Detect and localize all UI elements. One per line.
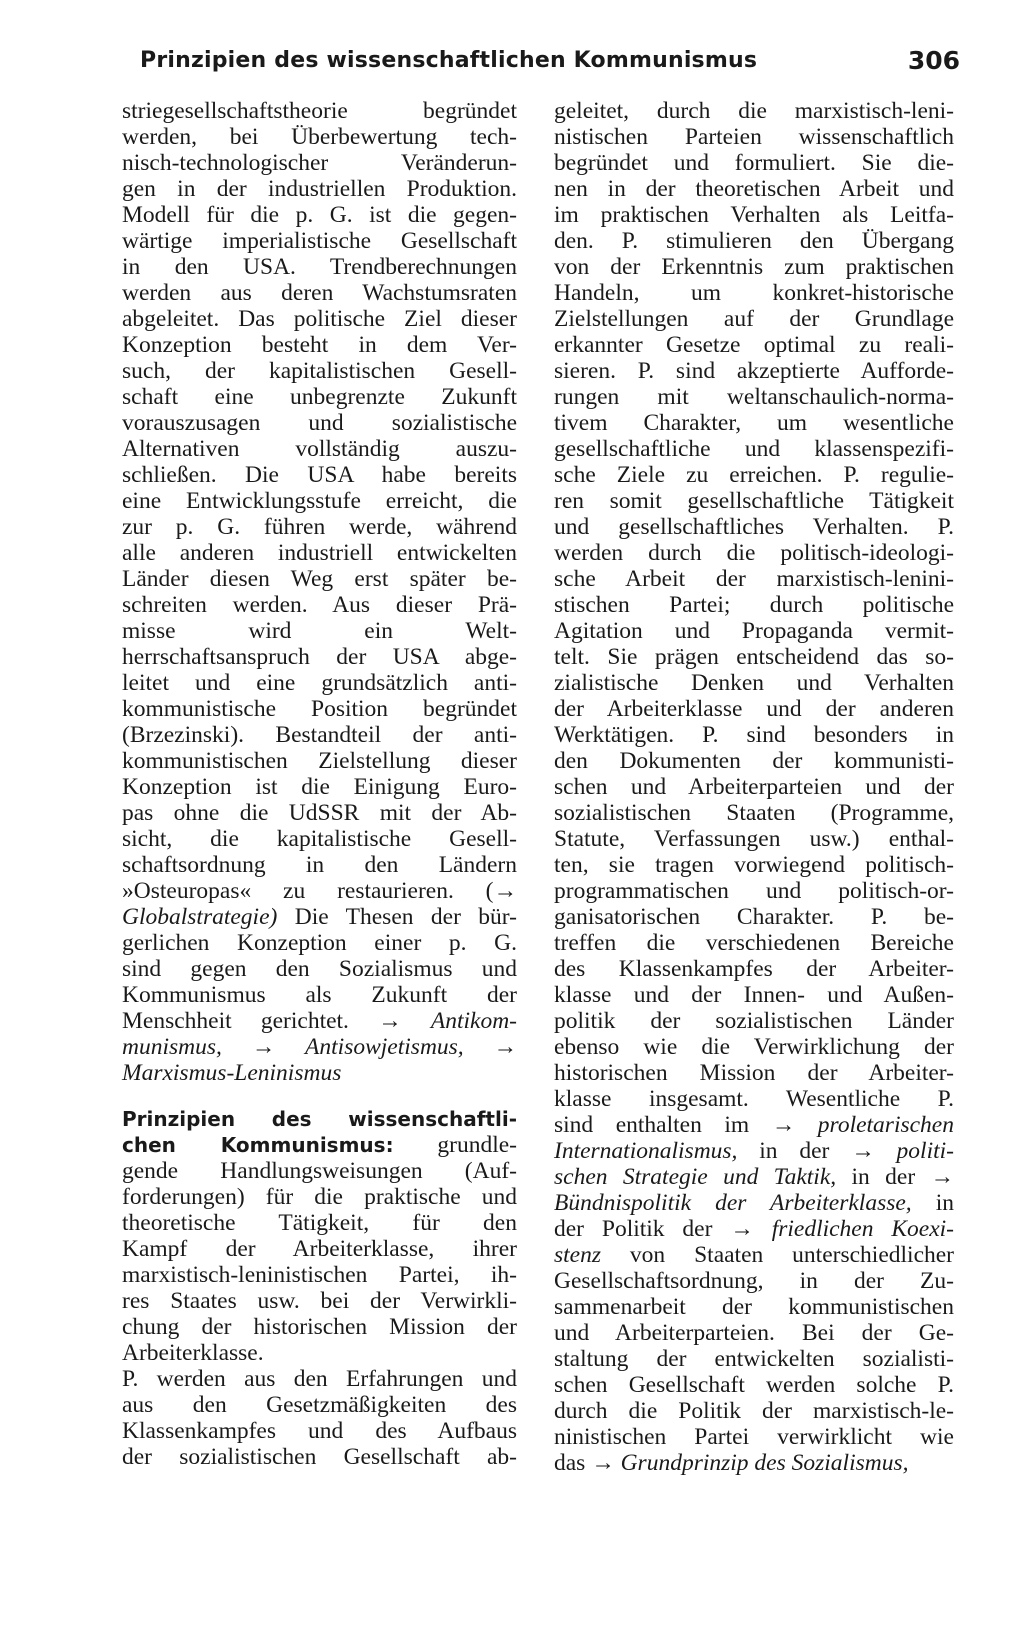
right-column [554,98,954,1476]
text-line: res Staates usw. bei der Verwirkli- [122,1288,517,1314]
text-line: wärtige imperialistische Gesellschaft [122,228,517,254]
text-line: Konzeption besteht in dem Ver- [122,332,517,358]
text-line: marxistisch-leninistischen Partei, ih- [122,1262,517,1288]
text-fragment: → [463,1034,518,1060]
cross-reference: proletarischen [817,1112,954,1138]
headword-line [122,1106,517,1132]
text-fragment: sind enthalten im → [554,1112,818,1138]
text-line: telt. Sie prägen entscheidend das so- [554,644,954,670]
text-line: gen in der industriellen Produktion. [122,176,517,202]
headword-line [122,1132,517,1158]
text-line: programmatischen und politisch-or- [554,878,954,904]
text-line: Klassenkampfes und des Aufbaus [122,1418,517,1444]
text-line [122,1008,517,1034]
text-line: von der Erkenntnis zum praktischen [554,254,954,280]
text-line: Statute, Verfassungen usw.) enthal- [554,826,954,852]
text-line: nistischen Parteien wissenschaftlich [554,124,954,150]
text-line: Konzeption ist die Einigung Euro- [122,774,517,800]
text-line: (Brzezinski). Bestandteil der anti- [122,722,517,748]
text-line: striegesellschaftstheorie begründet [122,98,517,124]
text-line: Länder diesen Weg erst später be- [122,566,517,592]
text-line: tivem Charakter, um wesentliche [554,410,954,436]
text-fragment: in [911,1190,954,1216]
text-line: den Dokumenten der kommunisti- [554,748,954,774]
cross-reference: Internationalismus, [554,1138,738,1164]
text-line: sind gegen den Sozialismus und [122,956,517,982]
cross-reference: Marxismus-Leninismus [122,1060,342,1086]
cross-reference: schen Strategie und Taktik, [554,1164,837,1190]
page-header [140,48,960,84]
text-line: »Osteuropas« zu restaurieren. (→ [122,878,517,904]
text-fragment: in der → [737,1138,897,1164]
text-line: rungen mit weltanschaulich-norma- [554,384,954,410]
text-line: staltung der entwickelten sozialisti- [554,1346,954,1372]
text-line [554,1138,954,1164]
text-line: schen und Arbeiterparteien und der [554,774,954,800]
text-line: politik der sozialistischen Länder [554,1008,954,1034]
text-line: stischen Partei; durch politische [554,592,954,618]
text-line: Arbeiterklasse. [122,1340,264,1366]
text-line: Alternativen vollständig auszu- [122,436,517,462]
text-line [122,904,517,930]
text-line: sammenarbeit der kommunistischen [554,1294,954,1320]
text-line: Kampf der Arbeiterklasse, ihrer [122,1236,517,1262]
text-line: schen Gesellschaft werden solche P. [554,1372,954,1398]
cross-reference: friedlichen Koexi- [771,1216,954,1242]
text-line: werden, bei Überbewertung tech- [122,124,517,150]
text-line: historischen Mission der Arbeiter- [554,1060,954,1086]
text-line: Agitation und Propaganda vermit- [554,618,954,644]
text-line: Modell für die p. G. ist die gegen- [122,202,517,228]
text-line: chung der historischen Mission der [122,1314,517,1340]
text-line: schreiten werden. Aus dieser Prä- [122,592,517,618]
cross-reference: Bündnispolitik der Arbeiterklasse, [554,1190,912,1216]
text-line: gesellschaftliche und klassenspezifi- [554,436,954,462]
cross-reference: munismus, [122,1034,222,1060]
text-line: aus den Gesetzmäßigkeiten des [122,1392,517,1418]
entry-body-continued-more [554,1268,954,1450]
text-line: kommunistische Position begründet [122,696,517,722]
cross-reference: politi- [896,1138,954,1164]
text-line: schaft eine unbegrenzte Zukunft [122,384,517,410]
headword: Prinzipien des wissenschaftli- [122,1107,517,1131]
text-line: in den USA. Trendberechnungen [122,254,517,280]
cross-reference: Antisowjetismus, [305,1034,464,1060]
text-line: geleitet, durch die marxistisch-leni- [554,98,954,124]
text-fragment: → [221,1034,306,1060]
text-line: Kommunismus als Zukunft der [122,982,517,1008]
text-line: schließen. Die USA habe bereits [122,462,517,488]
text-line: des Klassenkampfes der Arbeiter- [554,956,954,982]
text-line: und Arbeiterparteien. Bei der Ge- [554,1320,954,1346]
entry-continuation [122,98,517,904]
text-line: den. P. stimulieren den Übergang [554,228,954,254]
text-line [554,1450,954,1476]
text-line: begründet und formuliert. Sie die- [554,150,954,176]
text-line: gerlichen Konzeption einer p. G. [122,930,517,956]
text-line: pas ohne die UdSSR mit der Ab- [122,800,517,826]
text-line: der sozialistischen Gesellschaft ab- [122,1444,517,1470]
text-line: sche Ziele zu erreichen. P. regulie- [554,462,954,488]
page-number: 306 [907,46,960,75]
text-fragment: das → [554,1450,621,1476]
text-line: im praktischen Verhalten als Leitfa- [554,202,954,228]
text-line: leitet und eine grundsätzlich anti- [122,670,517,696]
text-line: sozialistischen Staaten (Programme, [554,800,954,826]
text-fragment: in der → [836,1164,954,1190]
text-fragment: von Staaten unterschiedlicher [601,1242,954,1268]
text-line: zur p. G. führen werde, während [122,514,517,540]
text-line: ren somit gesellschaftliche Tätigkeit [554,488,954,514]
text-line: werden aus deren Wachstumsraten [122,280,517,306]
text-line: schaftsordnung in den Ländern [122,852,517,878]
text-line [554,1086,954,1112]
text-line: ganisatorischen Charakter. P. be- [554,904,954,930]
text-line: gende Handlungsweisungen (Auf- [122,1158,517,1184]
text-line: Handeln, um konkret-historische [554,280,954,306]
cross-reference: Grundprinzip des Sozialismus, [620,1450,909,1476]
text-line: zialistische Denken und Verhalten [554,670,954,696]
text-line: theoretische Tätigkeit, für den [122,1210,517,1236]
text-line: eine Entwicklungsstufe erreicht, die [122,488,517,514]
text-line: durch die Politik der marxistisch-le- [554,1398,954,1424]
text-line [554,1190,954,1216]
text-line: sche Arbeit der marxistisch-lenini- [554,566,954,592]
text-line: Werktätigen. P. sind besonders in [554,722,954,748]
left-column [122,98,517,1470]
entry-gap [122,1086,517,1106]
text-line: alle anderen industriell entwickelten [122,540,517,566]
text-line: abgeleitet. Das politische Ziel dieser [122,306,517,332]
text-line: herrschaftsanspruch der USA abge- [122,644,517,670]
text-line [554,1216,954,1242]
text-fragment: grundle- [393,1132,517,1158]
text-line: P. werden aus den Erfahrungen und [122,1366,517,1392]
text-line [554,1112,954,1138]
cross-reference: Antikom- [430,1008,517,1034]
text-line: treffen die verschiedenen Bereiche [554,930,954,956]
text-line: sieren. P. sind akzeptierte Aufforde- [554,358,954,384]
text-line: such, der kapitalistischen Gesell- [122,358,517,384]
text-line: Gesellschaftsordnung, in der Zu- [554,1268,954,1294]
text-line: vorauszusagen und sozialistische [122,410,517,436]
text-fragment: der Politik der → [554,1216,772,1242]
text-line [122,1034,517,1060]
text-line: nisch-technologischer Veränderun- [122,150,517,176]
cross-reference: Globalstrategie) [122,904,278,930]
text-fragment: Menschheit gerichtet. → [122,1008,431,1034]
text-line [122,1060,517,1086]
text-line: misse wird ein Welt- [122,618,517,644]
text-line [554,1164,954,1190]
text-line: ten, sie tragen vorwiegend politisch- [554,852,954,878]
text-line: erkannter Gesetze optimal zu reali- [554,332,954,358]
text-line: forderungen) für die praktische und [122,1184,517,1210]
text-line: werden durch die politisch-ideologi- [554,540,954,566]
text-line: der Arbeiterklasse und der anderen [554,696,954,722]
entry-body-continued [554,98,954,1086]
text-line: sicht, die kapitalistische Gesell- [122,826,517,852]
text-line: ebenso wie die Verwirklichung der [554,1034,954,1060]
text-line: und gesellschaftliches Verhalten. P. [554,514,954,540]
text-line: ninistischen Partei verwirklicht wie [554,1424,954,1450]
text-fragment: klasse insgesamt. Wesentliche P. [554,1086,954,1112]
text-line: nen in der theoretischen Arbeit und [554,176,954,202]
headword: chen Kommunismus: [122,1133,394,1157]
text-line: klasse und der Innen- und Außen- [554,982,954,1008]
running-head: Prinzipien des wissenschaftlichen Kommunismus [140,48,758,73]
text-line: Zielstellungen auf der Grundlage [554,306,954,332]
text-fragment: Die Thesen der bür- [277,904,517,930]
cross-reference: stenz [554,1242,601,1268]
entry-body [122,1158,517,1470]
text-line: kommunistischen Zielstellung dieser [122,748,517,774]
text-line [554,1242,954,1268]
entry-continuation-more [122,930,517,1008]
